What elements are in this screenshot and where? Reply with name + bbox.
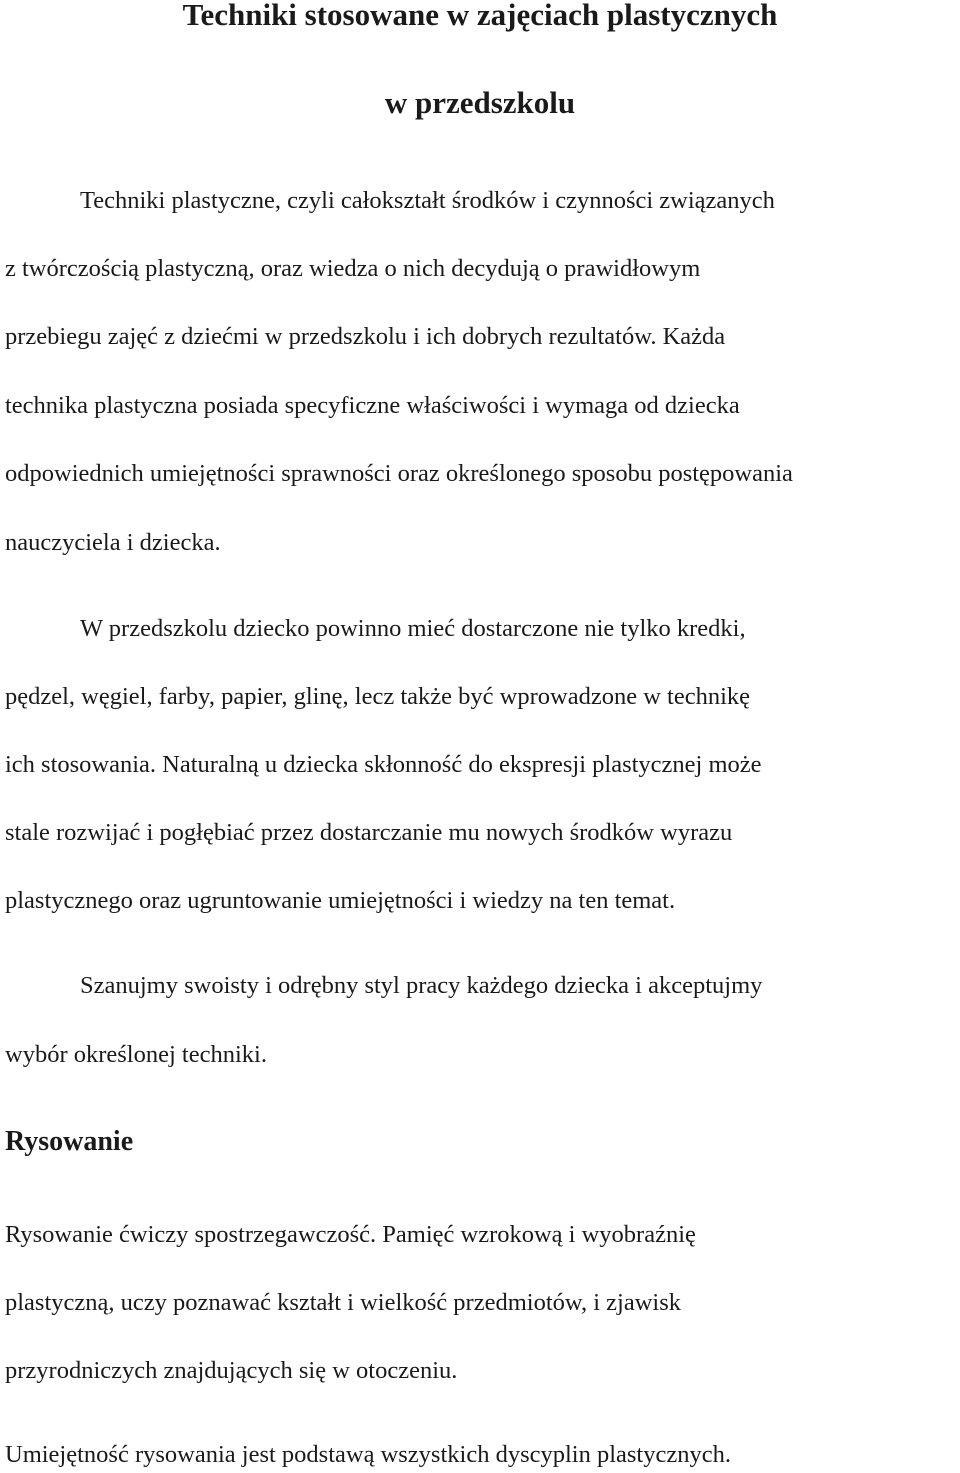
- paragraph-line: Umiejętność rysowania jest podstawą wszystkich dyscyplin plastycznych.: [5, 1441, 731, 1468]
- paragraph-line: plastycznego oraz ugruntowanie umiejętności i wiedzy na ten temat.: [5, 887, 676, 914]
- section-heading-rysowanie: Rysowanie: [5, 1126, 134, 1157]
- paragraph-line: odpowiednich umiejętności sprawności oraz określonego sposobu postępowania: [5, 460, 793, 487]
- paragraph-line: Szanujmy swoisty i odrębny styl pracy każdego dziecka i akceptujmy: [80, 972, 763, 999]
- paragraph-line: Rysowanie ćwiczy spostrzegawczość. Pamięć wzrokową i wyobraźnię: [5, 1221, 696, 1248]
- paragraph-line: plastyczną, uczy poznawać kształt i wielkość przedmiotów, i zjawisk: [5, 1289, 682, 1316]
- paragraph-line: technika plastyczna posiada specyficzne właściwości i wymaga od dziecka: [5, 392, 740, 419]
- page-title-line-2: w przedszkolu: [384, 85, 576, 120]
- paragraph-line: wybór określonej techniki.: [5, 1041, 267, 1068]
- paragraph-line: W przedszkolu dziecko powinno mieć dostarczone nie tylko kredki,: [80, 615, 746, 642]
- paragraph-line: stale rozwijać i pogłębiać przez dostarczanie mu nowych środków wyrazu: [5, 819, 733, 846]
- paragraph-line: Techniki plastyczne, czyli całokształt środków i czynności związanych: [80, 187, 775, 214]
- paragraph-line: nauczyciela i dziecka.: [5, 529, 221, 556]
- paragraph-line: ich stosowania. Naturalną u dziecka skłonność do ekspresji plastycznej może: [5, 751, 762, 778]
- paragraph-line: przyrodniczych znajdujących się w otoczeniu.: [5, 1357, 458, 1384]
- page-title-line-1: Techniki stosowane w zajęciach plastycznych: [182, 0, 778, 32]
- paragraph-line: przebiegu zajęć z dziećmi w przedszkolu i ich dobrych rezultatów. Każda: [5, 323, 726, 350]
- paragraph-line: z twórczością plastyczną, oraz wiedza o nich decydują o prawidłowym: [5, 255, 701, 282]
- paragraph-line: pędzel, węgiel, farby, papier, glinę, lecz także być wprowadzone w technikę: [5, 683, 751, 710]
